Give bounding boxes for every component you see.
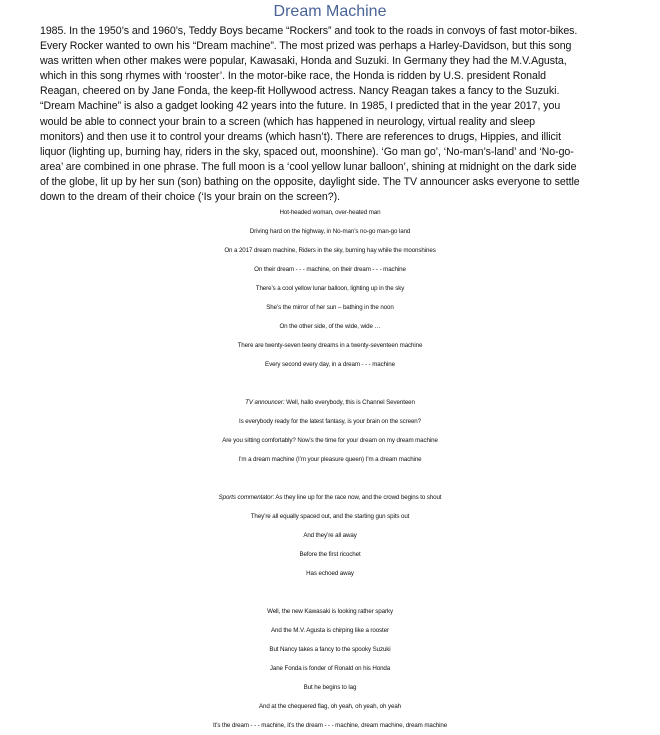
lyric-line: Before the first ricochet (299, 551, 361, 558)
intro-line: area’ are combined in one phrase. The full moon is a ‘cool yellow lunar balloon’, shining at midnight on the dark side (40, 160, 577, 173)
lyric-line: I’m a dream machine (I’m your pleasure queen) I’m a dream machine (238, 456, 422, 463)
lyric-line: And the M.V. Agusta is chirping like a rooster (271, 627, 389, 634)
intro-line: of the globe, lit up by her sun (son) bathing on the opposite, daylight side. The TV announcer asks everyone to settle (40, 175, 580, 188)
lyric-line (0, 393, 660, 412)
intro-line: would be able to connect your brain to a screen (which has happened in neurology, virtual reality and sleep (40, 115, 536, 128)
lyric-line: Well, the new Kawasaki is looking rather sparky (267, 608, 393, 615)
speaker-label: Sports commentator (218, 494, 273, 501)
intro-line: “Dream Machine” is also a gadget looking 42 years into the future. In 1985, I predicted that in the year 2017, you (40, 100, 561, 113)
lyric-line: It’s the dream - - - machine, it’s the dream - - - machine, dream machine, dream machine (212, 722, 448, 729)
lyrics (0, 203, 660, 735)
intro-line: Every Rocker wanted to own his “Dream machine”. The most prized was perhaps a Harley-Davidson, but this song (40, 40, 572, 53)
verse-1 (0, 203, 660, 374)
lyric-line: Is everybody ready for the latest fantasy, is your brain on the screen? (239, 418, 421, 425)
intro-line: 1985. In the 1950’s and 1960’s, Teddy Boys became “Rockers” and took to the roads in convoys of fast motor-bikes. (40, 25, 578, 37)
lyric-line: There are twenty-seven teeny dreams in a twenty-seventeen machine (237, 342, 423, 349)
lyric-line: They’re all equally spaced out, and the starting gun spits out (250, 513, 410, 520)
verse-sports-commentator (0, 488, 660, 583)
intro-line: Reagan, cheered on by Jane Fonda, the keep-fit Hollywood actress. Nancy Reagan takes a fancy to the Suzuki. (40, 85, 560, 98)
intro-line: was written when other makes were popular, Kawasaki, Honda and Suzuki. In Germany they had the M.V.Agusta, (40, 55, 567, 68)
intro-line: liquor (lighting up, burning hay, riders in the sky, spaced out, moonshine). ‘Go man go’, ‘No-man’s-land’ and ‘No-go- (40, 145, 574, 158)
lyric-line (0, 488, 660, 507)
lyric-line: On their dream - - - machine, on their dream - - - machine (254, 266, 406, 273)
lyric-line: Are you sitting comfortably? Now’s the time for your dream on my dream machine (222, 437, 438, 444)
intro-line: which in this song rhymes with ‘rooster’. In the motor-bike race, the Honda is ridden by U.S. president Ronald (40, 70, 546, 83)
stanza-break (0, 469, 660, 488)
lyric-text: : As they line up for the race now, and the crowd begins to shout (272, 494, 442, 501)
lyric-line: Hot-headed woman, over-heated man (279, 209, 381, 216)
lyric-line: Jane Fonda is fonder of Ronald on his Honda (269, 665, 391, 672)
verse-final (0, 602, 660, 735)
lyric-line: Driving hard on the highway, in No-man’s no-go man-go land (249, 228, 411, 235)
lyric-line: And they’re all away (303, 532, 357, 539)
intro-paragraph (40, 24, 640, 205)
intro-line: down to the dream of their choice (‘Is your brain on the screen?). (40, 191, 340, 204)
lyric-line: But he begins to lag (303, 684, 357, 691)
lyric-line: Has echoed away (306, 570, 354, 577)
lyric-line: There’s a cool yellow lunar balloon, lighting up in the sky (255, 285, 405, 292)
lyric-line: She’s the mirror of her sun – bathing in the noon (266, 304, 394, 311)
speaker-label: TV announcer: (245, 399, 285, 406)
page-title: Dream Machine (273, 3, 387, 20)
lyric-line: Every second every day, in a dream - - - machine (265, 361, 395, 368)
verse-tv-announcer (0, 393, 660, 469)
stanza-break (0, 583, 660, 602)
lyric-line: And at the chequered flag, oh yeah, oh yeah, oh yeah (258, 703, 402, 710)
lyric-text: Well, hallo everybody, this is Channel Seventeen (284, 399, 415, 406)
lyric-line: But Nancy takes a fancy to the spooky Suzuki (269, 646, 391, 653)
lyric-line: On the other side, of the wide, wide … (279, 323, 381, 330)
stanza-break (0, 374, 660, 393)
intro-line: monitors) and then use it to control your dreams (which hasn’t). There are references to drugs, Hippies, and illicit (40, 130, 561, 143)
lyric-line: On a 2017 dream machine, Riders in the sky, burning hay while the moonshines (224, 247, 436, 254)
